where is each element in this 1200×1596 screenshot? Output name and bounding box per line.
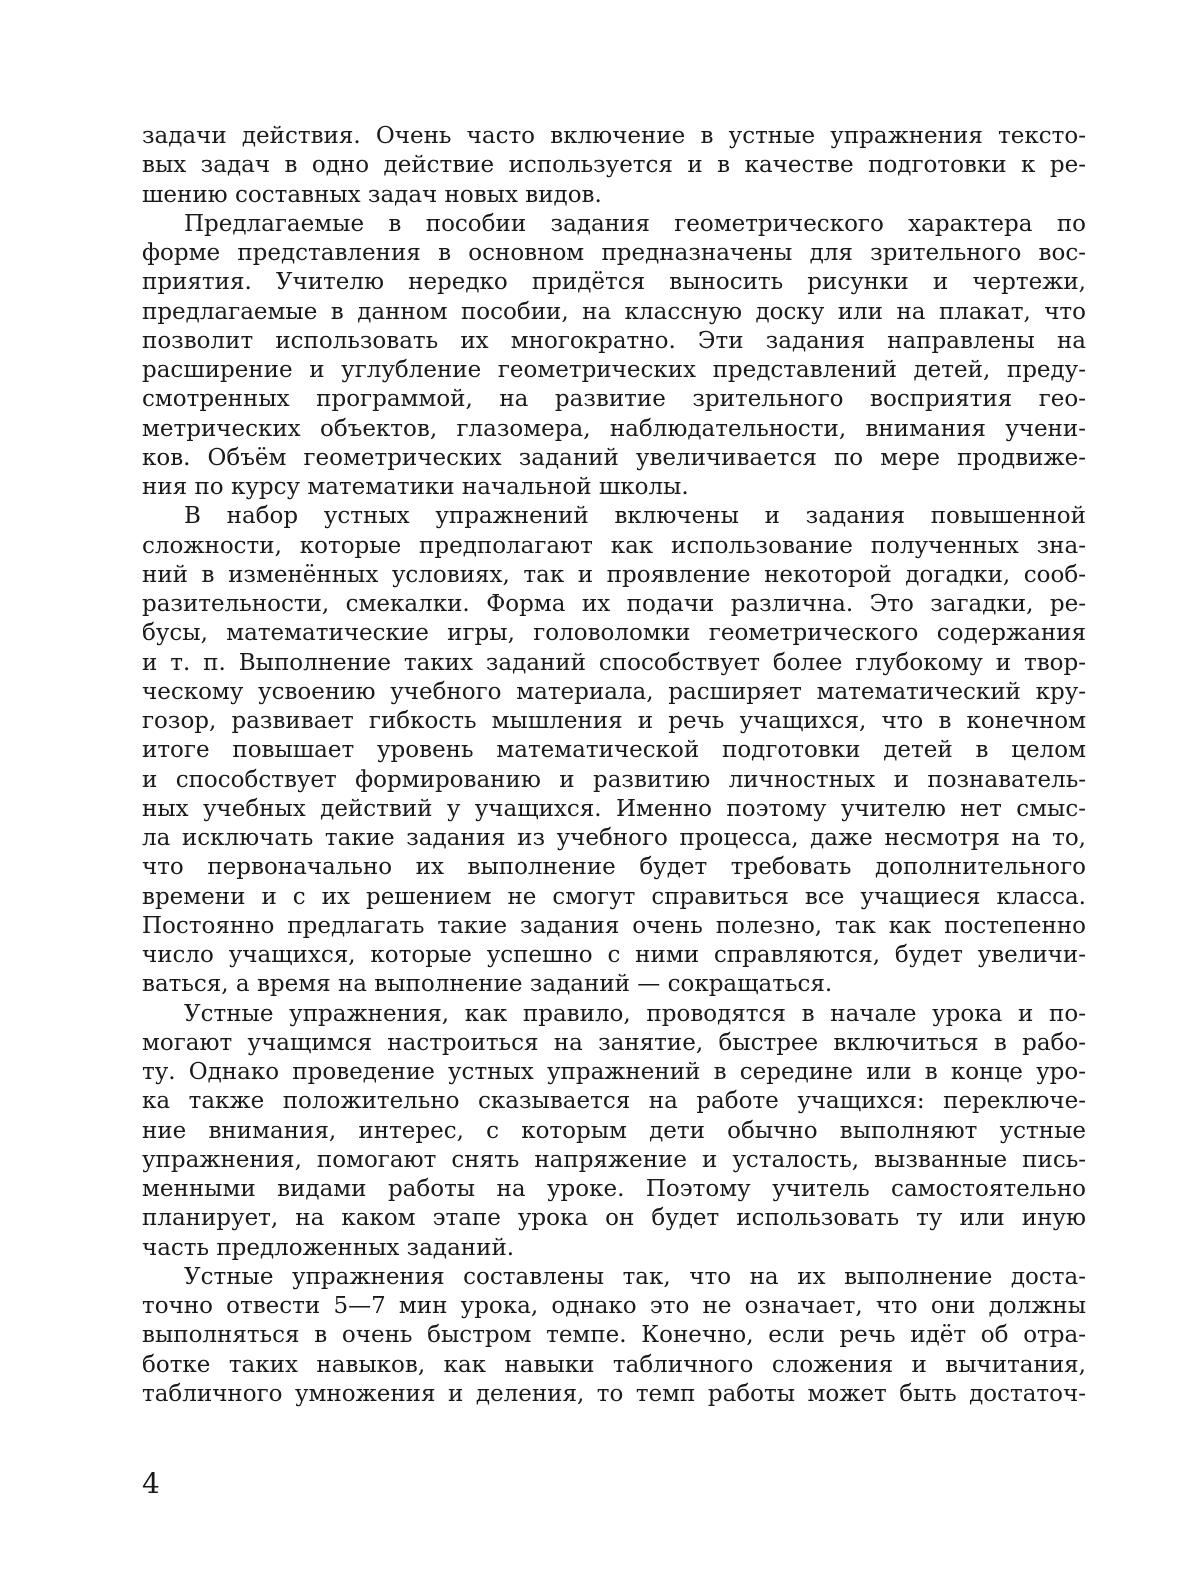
text-line: что первоначально их выполнение будет требовать дополнительного bbox=[142, 854, 1086, 881]
text-line: метрических объектов, глазомера, наблюдательности, внимания учени- bbox=[142, 415, 1086, 442]
text-line: ту. Однако проведение устных упражнений в середине или в конце уро- bbox=[142, 1059, 1086, 1085]
text-line: ла исключать такие задания из учебного процесса, даже несмотря на то, bbox=[142, 825, 1086, 851]
paragraph bbox=[142, 502, 1086, 999]
text-line: расширение и углубление геометрических представлений детей, преду- bbox=[142, 357, 1086, 383]
text-line: форме представления в основном предназначены для зрительного вос- bbox=[142, 240, 1086, 266]
text-line: ваться, а время на выполнение заданий — сокращаться. bbox=[142, 971, 833, 998]
paragraph bbox=[142, 210, 1086, 503]
text-line: бусы, математические игры, головоломки геометрического содержания bbox=[142, 620, 1086, 647]
text-line: ков. Объём геометрических заданий увеличивается по мере продвиже- bbox=[142, 444, 1086, 471]
text-line: Устные упражнения, как правило, проводятся в начале урока и по- bbox=[184, 1000, 1086, 1027]
text-line: приятия. Учителю нередко придётся выносить рисунки и чертежи, bbox=[142, 269, 1086, 296]
text-line: ботке таких навыков, как навыки табличного сложения и вычитания, bbox=[142, 1351, 1086, 1378]
text-line: В набор устных упражнений включены и задания повышенной bbox=[184, 503, 1086, 530]
paragraph bbox=[142, 1000, 1086, 1263]
text-line: предлагаемые в данном пособии, на классную доску или на плакат, что bbox=[142, 298, 1086, 325]
paragraph bbox=[142, 1263, 1086, 1409]
text-line: итоге повышает уровень математической подготовки детей в целом bbox=[142, 737, 1086, 764]
text-line: ных учебных действий у учащихся. Именно поэтому учителю нет смыс- bbox=[142, 795, 1086, 822]
text-line: число учащихся, которые успешно с ними справляются, будет увеличи- bbox=[142, 942, 1086, 968]
page-number: 4 bbox=[142, 1467, 160, 1500]
text-line: гозор, развивает гибкость мышления и речь учащихся, что в конечном bbox=[142, 708, 1086, 734]
text-line: и т. п. Выполнение таких заданий способствует более глубокому и твор- bbox=[142, 649, 1086, 676]
text-line: вых задач в одно действие используется и в качестве подготовки к ре- bbox=[142, 152, 1086, 179]
text-line: Постоянно предлагать такие задания очень полезно, так как постепенно bbox=[142, 912, 1086, 939]
text-line: ка также положительно сказывается на работе учащихся: переключе- bbox=[142, 1088, 1086, 1115]
text-line: сложности, которые предполагают как использование полученных зна- bbox=[142, 532, 1086, 559]
text-line: ний в изменённых условиях, так и проявление некоторой догадки, сооб- bbox=[142, 561, 1086, 588]
text-line: времени и с их решением не смогут справиться все учащиеся класса. bbox=[142, 883, 1086, 910]
text-line: планирует, на каком этапе урока он будет использовать ту или иную bbox=[142, 1205, 1086, 1232]
text-line: менными видами работы на уроке. Поэтому учитель самостоятельно bbox=[142, 1176, 1086, 1202]
text-line: ческому усвоению учебного материала, расширяет математический кру- bbox=[142, 678, 1086, 705]
text-line: точно отвести 5—7 мин урока, однако это не означает, что они должны bbox=[142, 1293, 1086, 1319]
paragraph bbox=[142, 122, 1086, 210]
text-line: разительности, смекалки. Форма их подачи различна. Это загадки, ре- bbox=[142, 591, 1086, 617]
text-line: задачи действия. Очень часто включение в устные упражнения тексто- bbox=[142, 123, 1086, 149]
text-line: Устные упражнения составлены так, что на их выполнение доста- bbox=[184, 1263, 1086, 1290]
text-line: смотренных программой, на развитие зрительного восприятия гео- bbox=[142, 386, 1086, 413]
text-line: позволит использовать их многократно. Эти задания направлены на bbox=[142, 327, 1086, 354]
text-line: могают учащимся настроиться на занятие, быстрее включиться в рабо- bbox=[142, 1029, 1086, 1056]
text-line: часть предложенных заданий. bbox=[142, 1234, 515, 1261]
text-line: шению составных задач новых видов. bbox=[142, 181, 602, 208]
text-line: табличного умножения и деления, то темп работы может быть достаточ- bbox=[142, 1380, 1086, 1407]
body-text bbox=[142, 122, 1086, 1409]
text-line: ния по курсу математики начальной школы. bbox=[142, 474, 689, 500]
text-line: и способствует формированию и развитию личностных и познаватель- bbox=[142, 766, 1086, 793]
text-line: упражнения, помогают снять напряжение и усталость, вызванные пись- bbox=[142, 1146, 1086, 1173]
text-line: ние внимания, интерес, с которым дети обычно выполняют устные bbox=[142, 1117, 1086, 1144]
text-line: выполняться в очень быстром темпе. Конечно, если речь идёт об отра- bbox=[142, 1322, 1086, 1349]
text-line: Предлагаемые в пособии задания геометрического характера по bbox=[184, 210, 1086, 237]
